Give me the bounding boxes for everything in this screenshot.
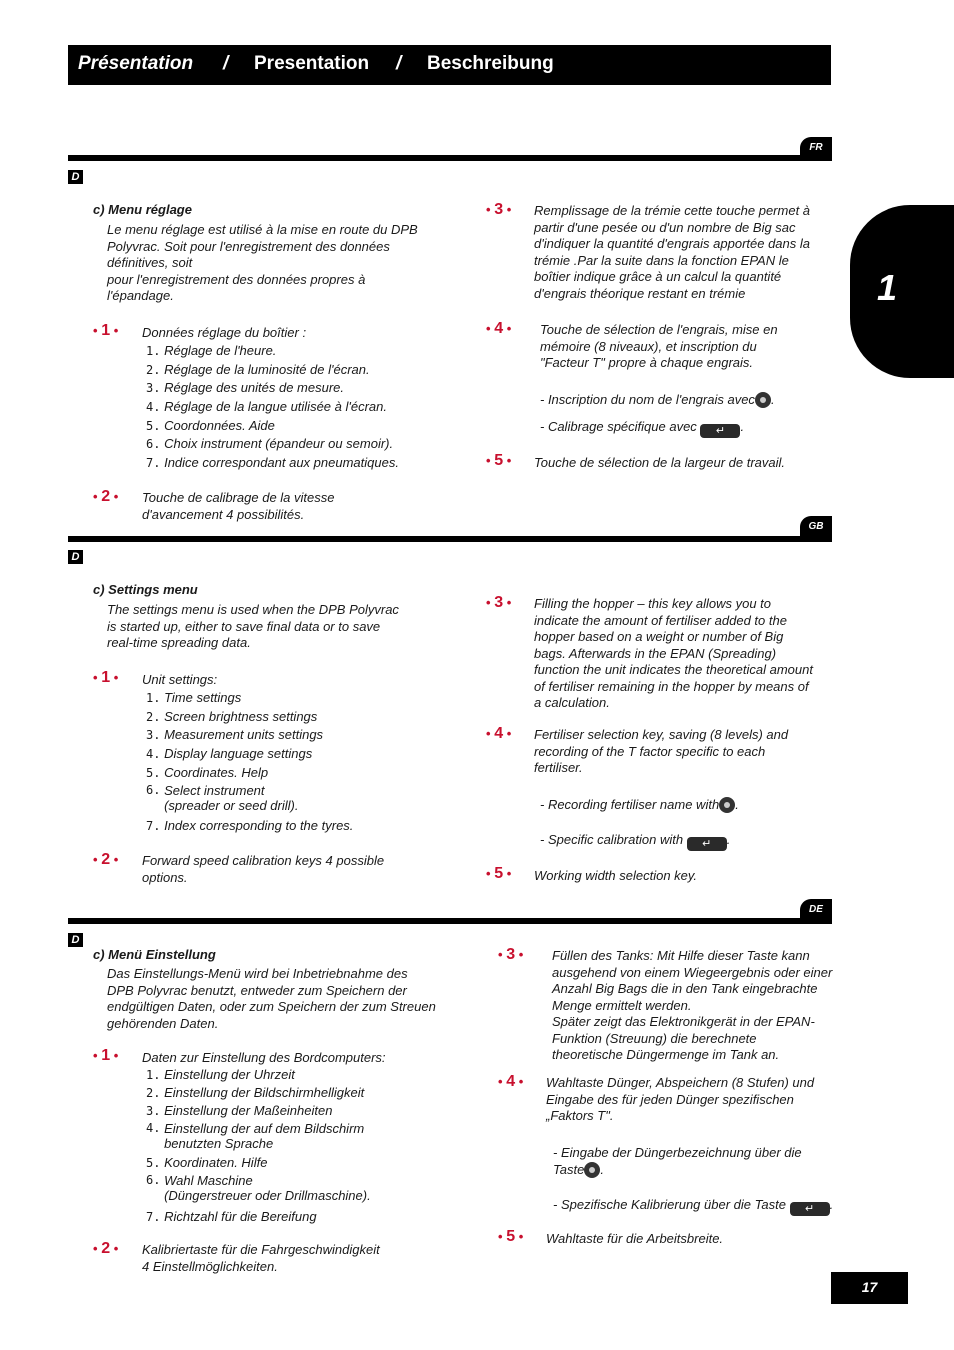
bullet-2: • 2 • — [93, 851, 119, 868]
language-tab-fr: FR — [800, 137, 832, 159]
section-heading: c) Settings menu — [93, 582, 198, 597]
settings-list — [146, 690, 353, 837]
enter-key-icon: ↵ — [687, 837, 727, 851]
round-select-key-icon — [719, 797, 735, 813]
bullet-4-text: Wahltaste Dünger, Abspeichern (8 Stufen) und Eingabe des für jeden Dünger spezifischen „Faktors T". — [546, 1075, 815, 1123]
bullet-5-text: Wahltaste für die Arbeitsbreite. — [546, 1231, 724, 1246]
bullet-5: • 5 • — [486, 865, 512, 882]
bullet-1: • 1 • — [93, 322, 119, 339]
list-item: 6. Choix instrument (épandeur ou semoir). — [146, 436, 394, 452]
chapter-number: 1 — [877, 267, 898, 308]
d-marker: D — [68, 170, 83, 184]
bullet-5-text: Touche de sélection de la largeur de travail. — [534, 455, 786, 470]
list-item: 7. Richtzahl für die Bereifung — [146, 1209, 317, 1224]
section-rule — [68, 155, 832, 161]
bullet-4-sub1: - Recording fertiliser name with . — [540, 797, 739, 812]
chapter-tab — [850, 205, 954, 378]
list-item: 1. Einstellung der Uhrzeit — [146, 1067, 295, 1082]
d-marker: D — [68, 933, 83, 947]
list-item: 3. Einstellung der Maßeinheiten — [146, 1103, 333, 1118]
list-item: 6. Select instrument (spreader or seed drill). — [146, 783, 299, 814]
bullet-4-sub2: - Calibrage spécifique avec ↵ . — [540, 419, 745, 437]
bullet-3: • 3 • — [498, 946, 524, 963]
bullet-4: • 4 • — [486, 320, 512, 337]
section-rule — [68, 918, 832, 924]
bullet-4-sub1: - Eingabe der Düngerbezeichnung über die Taste . — [553, 1145, 802, 1177]
list-item: 6. Wahl Maschine (Düngerstreuer oder Drillmaschine). — [146, 1173, 371, 1203]
section-heading: c) Menü Einstellung — [93, 947, 216, 962]
list-item: 3. Measurement units settings — [146, 727, 324, 743]
bullet-2-text: Touche de calibrage de la vitesse d'avancement 4 possibilités. — [142, 490, 335, 522]
bullet-1-label: Unit settings: — [142, 672, 218, 687]
bullet-1-label: Daten zur Einstellung des Bordcomputers: — [142, 1050, 386, 1065]
settings-list — [146, 343, 399, 474]
list-item: 4. Réglage de la langue utilisée à l'écran. — [146, 399, 387, 415]
header-separator: / — [396, 53, 402, 74]
bullet-4: • 4 • — [486, 725, 512, 742]
settings-list — [146, 1067, 371, 1227]
list-item: 3. Réglage des unités de mesure. — [146, 380, 345, 396]
bullet-1-label: Données réglage du boîtier : — [142, 325, 307, 340]
list-item: 4. Einstellung der auf dem Bildschirm benutzten Sprache — [146, 1121, 365, 1151]
list-item: 4. Display language settings — [146, 746, 313, 762]
bullet-1: • 1 • — [93, 1047, 119, 1064]
header-title-gb: Presentation — [254, 53, 370, 74]
list-item: 1. Réglage de l'heure. — [146, 343, 277, 358]
language-tab-de: DE — [800, 899, 832, 921]
round-select-key-icon — [755, 392, 771, 408]
bullet-2: • 2 • — [93, 488, 119, 505]
list-item: 7. Indice correspondant aux pneumatiques. — [146, 455, 399, 471]
list-item: 5. Koordinaten. Hilfe — [146, 1155, 268, 1170]
bullet-4-sub1: - Inscription du nom de l'engrais avec . — [540, 392, 775, 407]
list-item: 2. Screen brightness settings — [146, 708, 318, 724]
list-item: 2. Einstellung der Bildschirmhelligkeit — [146, 1085, 365, 1100]
header-separator: / — [223, 53, 229, 74]
header-title-de: Beschreibung — [427, 53, 554, 74]
round-select-key-icon — [584, 1162, 600, 1178]
section-rule — [68, 536, 832, 542]
bullet-3: • 3 • — [486, 594, 512, 611]
bullet-2-text: Kalibriertaste für die Fahrgeschwindigkeit 4 Einstellmöglichkeiten. — [142, 1242, 380, 1274]
bullet-1: • 1 • — [93, 669, 119, 686]
list-item: 5. Coordinates. Help — [146, 764, 269, 780]
header-bar — [68, 45, 831, 85]
section-heading: c) Menu réglage — [93, 202, 192, 217]
bullet-4-text: Touche de sélection de l'engrais, mise en mémoire (8 niveaux), et inscription du "Facteur T" propre à chaque engrais. — [540, 322, 778, 370]
bullet-3-text: Remplissage de la trémie cette touche permet à partir d'une pesée ou d'un nombre de Big sac d'indiquer la quantité d'engrais apportée dans la trémie .Par la suite dans la fonction EPAN le boîtier indique grâce à un calcul la quantité d'engrais théorique restant en trémie — [534, 203, 811, 301]
list-item: 2. Réglage de la luminosité de l'écran. — [146, 361, 370, 377]
section-intro: Das Einstellungs-Menü wird bei Inbetriebnahme des DPB Polyvrac benutzt, entweder zum Speichern der endgültigen Daten, oder zum Speichern der zum Streuen gehörenden Daten. — [107, 966, 436, 1031]
bullet-2: • 2 • — [93, 1240, 119, 1257]
bullet-3: • 3 • — [486, 201, 512, 218]
bullet-5-text: Working width selection key. — [534, 868, 698, 883]
enter-key-icon: ↵ — [700, 424, 740, 438]
bullet-4-sub2: - Specific calibration with ↵ . — [540, 832, 731, 850]
bullet-5: • 5 • — [486, 452, 512, 469]
bullet-4: • 4 • — [498, 1073, 524, 1090]
list-item: 7. Index corresponding to the tyres. — [146, 818, 354, 834]
list-item: 1. Time settings — [146, 690, 242, 705]
bullet-2-text: Forward speed calibration keys 4 possible options. — [142, 853, 385, 885]
d-marker: D — [68, 550, 83, 564]
bullet-4-sub2: - Spezifische Kalibrierung über die Taste ↵ . — [553, 1197, 834, 1215]
bullet-4-text: Fertiliser selection key, saving (8 levels) and recording of the T factor specific to each fertiliser. — [534, 727, 789, 775]
section-intro: The settings menu is used when the DPB Polyvrac is started up, either to save final data or to save real-time spreading data. — [107, 602, 399, 650]
list-item: 5. Coordonnées. Aide — [146, 417, 275, 433]
header-title-fr: Présentation — [78, 53, 194, 74]
bullet-5: • 5 • — [498, 1228, 524, 1245]
page-number: 17 — [831, 1272, 908, 1304]
bullet-3-text: Füllen des Tanks: Mit Hilfe dieser Taste kann ausgehend von einem Wiegeergebnis oder einer Anzahl Big Bags die in den Tank eingebrachte Menge ermittelt werden. Später zeigt das Elektronikgerät in der EPAN- Funktion (Streuung) die berechnete theoretische Düngermenge im Tank an. — [552, 948, 833, 1062]
bullet-3-text: Filling the hopper – this key allows you to indicate the amount of fertiliser added to the hopper based on a weight or number of Big bags. Afterwards in the EPAN (Spreading) function the unit indicates the theoretical amount of fertiliser remaining in the hopper by means of a calculation. — [534, 596, 813, 710]
language-tab-gb: GB — [800, 516, 832, 538]
section-intro: Le menu réglage est utilisé à la mise en route du DPB Polyvrac. Soit pour l'enregistrement des données définitives, soit pour l'enregistrement des données propres à l'épandage. — [107, 222, 418, 303]
enter-key-icon: ↵ — [790, 1202, 830, 1216]
